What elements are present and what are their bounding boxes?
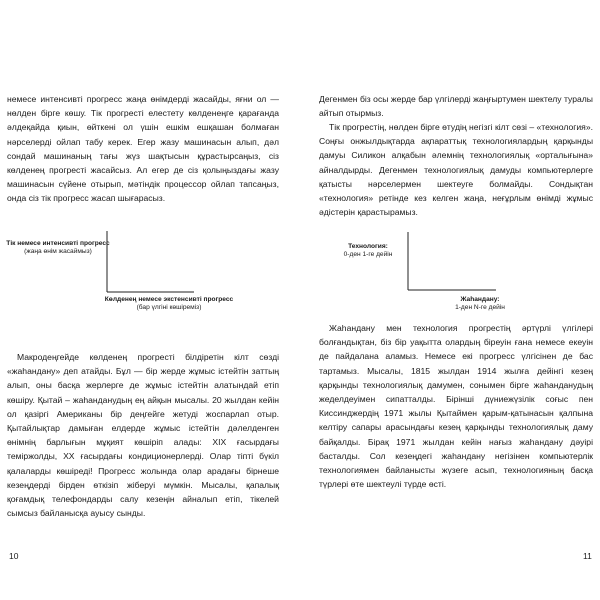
left-x-axis-title: Көлденең немесе экстенсивті прогресс [104, 296, 234, 303]
right-page-number: 11 [583, 551, 592, 561]
right-x-axis-title: Жаһандану: [460, 296, 500, 303]
right-y-axis-title: Технология: [348, 243, 388, 250]
left-paragraph-1: немесе интенсивті прогресс жаңа өнімдерді жасайды, яғни ол — нөлден бірге көшу. Тік прогресті елестету көлденеңге қарағанда әлдеқайда қиын, өйткені ол үшін ешкім ешқашан болмаған нәрселерді ойлап табу керек. Егер жазу машинасын алып, дәл сондай машинаның тағы жүз шақтысын құрастырсаңыз, сіз көлденең прогресті жасайсыз. Ал егер де сіз қолыңыздағы жазу машинасын сүйене отырып, мәтіндік процессор ойлап тапсаңыз, онда сіз тік прогресс жасап шығарасыз. [7, 94, 279, 204]
right-x-axis-subtitle: 1-ден N-ге дейін [455, 304, 505, 311]
right-paragraph-1: Дегенмен біз осы жерде бар үлгілерді жаңғыртумен шектелу туралы айтып отырмыз. [319, 94, 593, 119]
left-page-number: 10 [9, 551, 19, 561]
right-paragraph-2: Тік прогрестің, нөлден бірге өтудің негізгі кілт сөзі – «технология». Соңғы онжылдықтарда ақпараттық технологиялардың қарқынды дамуы Силикон алқабын әлемнің технологиялық «орталығына» айналдырды. Дегенмен технологиялық дамуды компьютерлерге қатысты нәрселермен шектеуге болмайды. Сондықтан «технология» ретінде кез келген жаңа, неғұрлым өнімді жұмыс әдістерін қарастырамыз. [319, 122, 593, 218]
right-y-axis-subtitle: 0-ден 1-ге дейін [343, 251, 393, 258]
left-paragraph-2: Макродеңгейде көлденең прогресті білдіретін кілт сөзді «жаһандану» деп атайды. Бұл — бір жерде жұмыс істейтін заттың алып, оны басқа жерлерге де жұмыс істейтін алатындай етіп көшіру. Қытай – жаһанданудың ең айқын мысалы. 20 жылдан кейін ол қазіргі Американы бір деңгейге жетуді жоспарлап отыр. Қытайлықтар дамыған елдерде жұмыс істейтін дәлелденген өнімнің барлығын мұқият көшіріп алады: XIX ғасырдағы теміржолды, XX ғасырдағы кондиционерлерді. Олар тіпті бүкіл қалаларды көшіреді! Прогресс жолында олар арадағы бірнеше кезеңдерді бірден өткізіп жіберуі мүмкін. Мысалы, қапалық қоғамдық телефондарды салу кезеңін айналып етіп, тікелей сымсыз байланысқа ауысу сынды. [7, 352, 279, 519]
left-x-axis-subtitle: (бар үлгіні көшіреміз) [136, 304, 202, 311]
left-y-axis-subtitle: (жаңа өнім жасаймыз) [24, 248, 92, 255]
right-paragraph-3: Жаһандану мен технология прогрестің әртүрлі үлгілері болғандықтан, біз бір уақытта олардың біреуін ғана немесе екеуін де пайдалана аламыз. Немесе екі прогресс үлгісінен де бас тартамыз. Мысалы, 1815 жылдан 1914 жылға дейінгі кезең қарқынды технологиялық дамумен, сонымен бірге жаһанданудың жеделдеуімен сипатталды. Бірінші дүниежүзілік соғыс пен Киссинджердің 1971 жылы Қытаймен қарым-қатынасын қалпына келтіру сапары арасындағы кезең қарқынды технологиялық даму байқалды. Бірақ 1971 жылдан кейін нағыз жаһандану дәуірі басталды. Сол кезеңдегі жаһандану негізінен компьютерлік технологиямен байланысты жүзеге асып, технологияның басқа түрлері өте шектеулі түрде өсті. [319, 323, 593, 490]
left-y-axis-title: Тік немесе интенсивті прогресс [6, 240, 110, 247]
